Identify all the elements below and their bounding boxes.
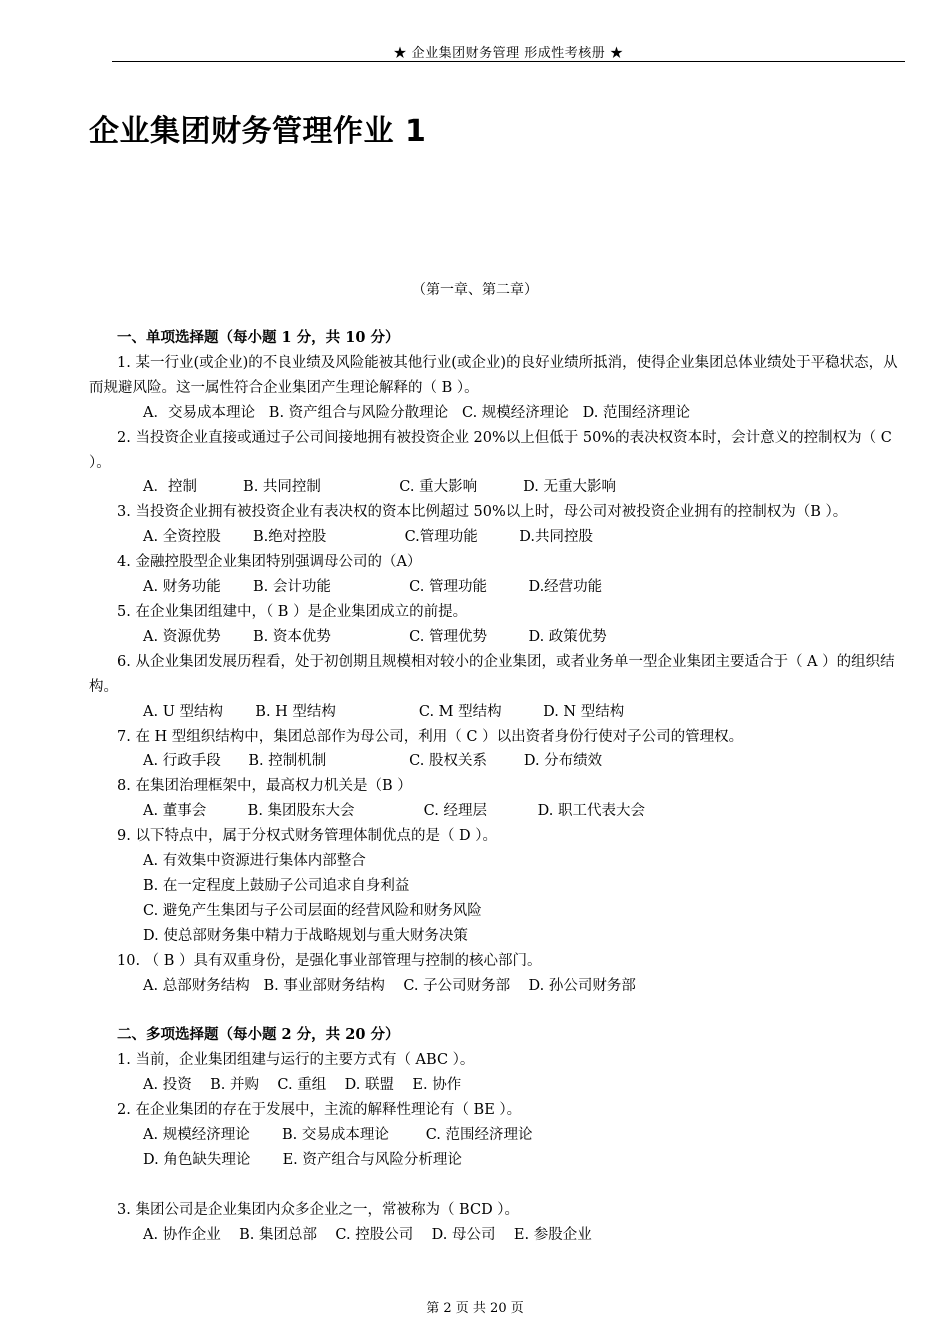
answer-options: A．交易成本理论 B. 资产组合与风险分散理论 C. 规模经济理论 D. 范围经济理论 <box>143 404 690 421</box>
answer-options: A. 全资控股 B.绝对控股 C.管理功能 D.共同控股 <box>143 529 593 546</box>
answer-options: A. 行政手段 B. 控制机制 C. 股权关系 D. 分布绩效 <box>143 753 603 770</box>
question-gap <box>89 1173 909 1198</box>
answer-options: A．控制 B. 共同控制 C. 重大影响 D. 无重大影响 <box>143 479 617 496</box>
chapter-subtitle: （第一章、第二章） <box>412 282 538 298</box>
question-text: 9. 以下特点中，属于分权式财务管理体制优点的是（ D ）。 <box>117 828 498 845</box>
question-text: 5. 在企业集团组建中，（ B ）是企业集团成立的前提。 <box>117 603 468 620</box>
answer-options: A. 财务功能 B. 会计功能 C. 管理功能 D.经营功能 <box>143 579 603 596</box>
page-footer: 第 2 页 共 20 页 <box>426 1301 524 1316</box>
section-heading-single-choice: 一、单项选择题（每小题 1 分，共 10 分） <box>117 329 400 346</box>
answer-options: A. 规模经济理论 B. 交易成本理论 C. 范围经济理论 <box>143 1127 533 1144</box>
document-title: 企业集团财务管理作业 1 <box>89 114 427 149</box>
question-text: 1. 当前，企业集团组建与运行的主要方式有（ ABC ）。 <box>117 1052 475 1069</box>
answer-options: C. 避免产生集团与子公司层面的经营风险和财务风险 <box>143 902 482 919</box>
answer-options: D. 使总部财务集中精力于战略规划与重大财务决策 <box>143 927 468 944</box>
answer-options: A. 董事会 B. 集团股东大会 C. 经理层 D. 职工代表大会 <box>143 803 646 820</box>
answer-options: A. 资源优势 B. 资本优势 C. 管理优势 D. 政策优势 <box>143 628 607 645</box>
question-text: 2. 在企业集团的存在于发展中，主流的解释性理论有（ BE ）。 <box>117 1102 522 1119</box>
question-text: 1. 某一行业(或企业)的不良业绩及风险能被其他行业(或企业)的良好业绩所抵消，使得企业集团总体业绩处于平稳状态，从而规避风险。这一属性符合企业集团产生理论解释的（ B ）。 <box>89 354 898 396</box>
page-header: ★ 企业集团财务管理 形成性考核册 ★ <box>393 46 624 61</box>
multiple-choice-questions <box>89 1048 909 1247</box>
question-text: 2. 当投资企业直接或通过子公司间接地拥有被投资企业 20%以上但低于 50%的表决权资本时，会计意义的控制权为（ C ）。 <box>89 429 892 471</box>
answer-options: A. 总部财务结构 B. 事业部财务结构 C. 子公司财务部 D. 孙公司财务部 <box>143 977 636 994</box>
question-text: 3. 集团公司是企业集团内众多企业之一，常被称为（ BCD ）。 <box>117 1201 520 1218</box>
document-body <box>89 326 909 1248</box>
single-choice-questions <box>89 351 909 999</box>
section-heading-multiple-choice: 二、多项选择题（每小题 2 分，共 20 分） <box>117 1026 400 1044</box>
question-text: 4. 金融控股型企业集团特别强调母公司的（A） <box>117 554 422 571</box>
answer-options: B. 在一定程度上鼓励子公司追求自身利益 <box>143 877 410 894</box>
question-text: 10. （ B ）具有双重身份，是强化事业部管理与控制的核心部门。 <box>117 952 542 969</box>
question-text: 7. 在 H 型组织结构中，集团总部作为母公司，利用（ C ）以出资者身份行使对子公司的管理权。 <box>117 728 744 745</box>
question-text: 8. 在集团治理框架中，最高权力机关是（B ） <box>117 778 412 795</box>
answer-options: A. U 型结构 B. H 型结构 C. M 型结构 D. N 型结构 <box>143 703 625 720</box>
answer-options: D. 角色缺失理论 E. 资产组合与风险分析理论 <box>143 1152 462 1168</box>
answer-options: A. 投资 B. 并购 C. 重组 D. 联盟 E. 协作 <box>143 1077 462 1094</box>
header-rule <box>112 61 905 62</box>
answer-options: A. 有效集中资源进行集体内部整合 <box>143 853 366 870</box>
question-text: 6. 从企业集团发展历程看，处于初创期且规模相对较小的企业集团，或者业务单一型企业集团主要适合于（ A ）的组织结构。 <box>89 653 895 695</box>
answer-options: A. 协作企业 B. 集团总部 C. 控股公司 D. 母公司 E. 参股企业 <box>143 1226 592 1243</box>
question-text: 3. 当投资企业拥有被投资企业有表决权的资本比例超过 50%以上时，母公司对被投资企业拥有的控制权为（B ）。 <box>117 504 848 521</box>
section-gap <box>89 998 909 1023</box>
